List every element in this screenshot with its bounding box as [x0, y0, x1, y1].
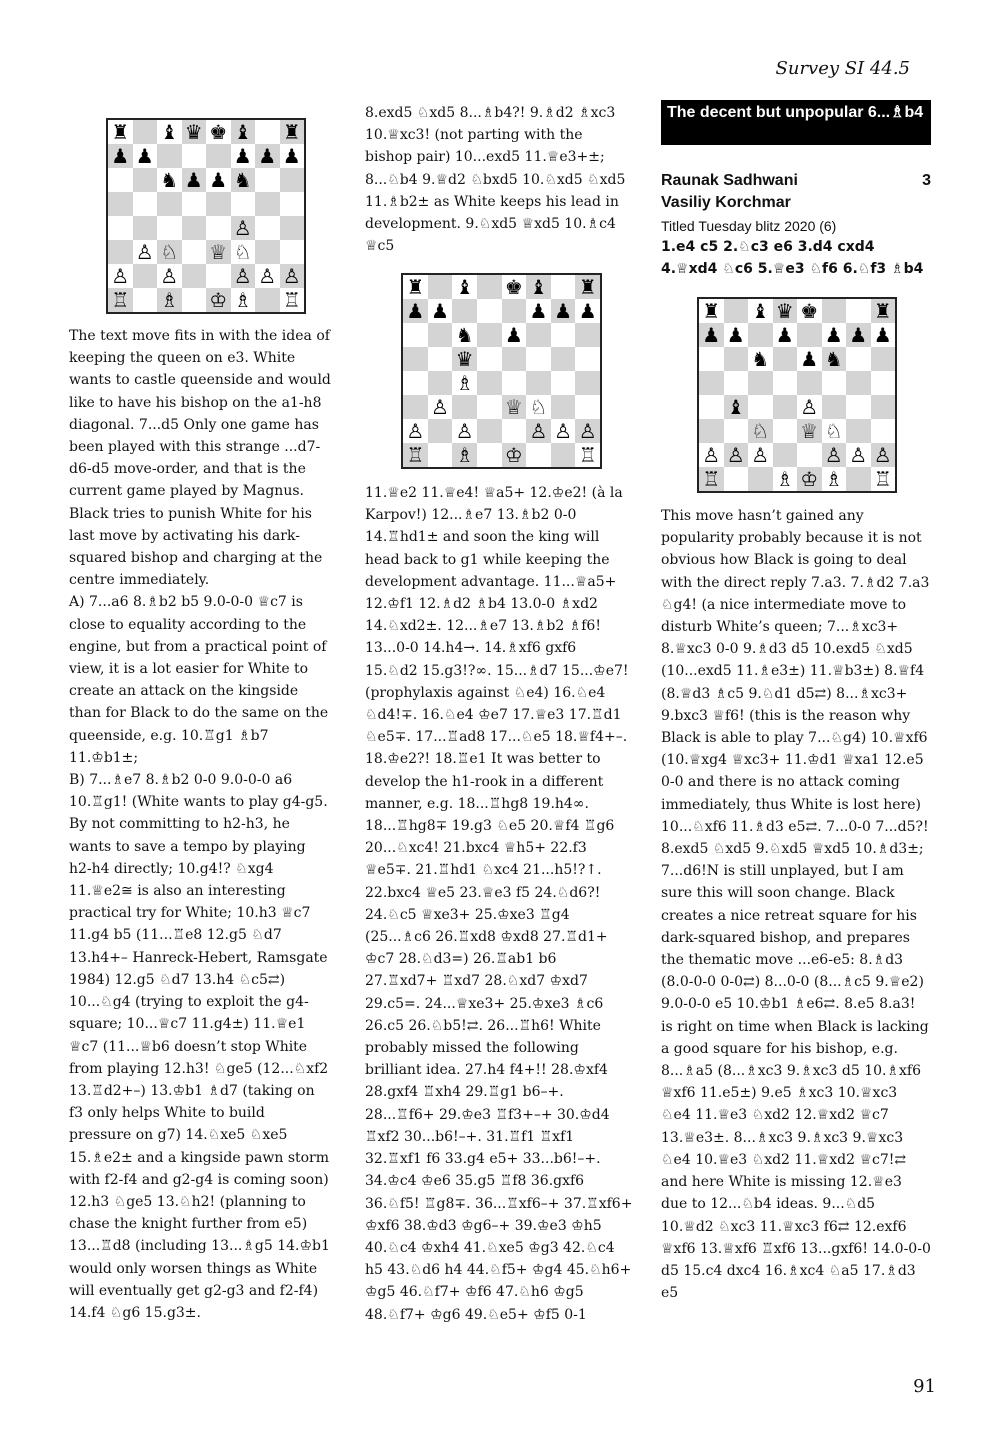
- board-square: [773, 371, 798, 395]
- board-square: [822, 395, 847, 419]
- board-square: ♟: [280, 144, 305, 168]
- board-square: ♚: [797, 299, 822, 323]
- board-square: ♟: [846, 323, 871, 347]
- board-square: ♟: [108, 144, 133, 168]
- board-square: [477, 395, 502, 419]
- board-square: ♝: [526, 275, 551, 299]
- board-square: [846, 371, 871, 395]
- board-square: [255, 240, 280, 264]
- board-square: [797, 371, 822, 395]
- board-square: [871, 371, 896, 395]
- board-square: ♙: [280, 264, 305, 288]
- board-square: [575, 347, 600, 371]
- board-square: ♞: [748, 347, 773, 371]
- board-square: [822, 299, 847, 323]
- running-header: Survey SI 44.5: [775, 58, 910, 79]
- board-square: ♟: [502, 323, 527, 347]
- board-square: [133, 288, 158, 312]
- board-square: [477, 347, 502, 371]
- board-square: [846, 395, 871, 419]
- board-square: [724, 419, 749, 443]
- board-square: [822, 371, 847, 395]
- column-2-text-2: 11.♕e2 11.♕e4! ♕a5+ 12.♔e2! (à la Karpov!) 12...♗e7 13.♗b2 0-0 14.♖hd1± and soon the king will head back to g1 while keeping the development advantage. 11...♕a5+ 12.♔f1 12.♗d2 ♗b4 13.0-0 ♗xd2 14.♘xd2±. 12...♗e7 13.♗b2 ♗f6! 13...0-0 14.h4→. 14.♗xf6 gxf6 15.♘d2 15.g3!?∞. 15...♗d7 15...♔e7! (prophylaxis against ♘e4) 16.♘e4 ♘d4!∓. 16.♘e4 ♔e7 17.♕e3 17.♖d1 ♘e5∓. 17...♖ad8 17...♘e5 18.♕f4+–. 18.♔e2?! 18.♖e1 It was better to develop the h1-rook in a different manner, e.g. 18...♖hg8 19.h4∞. 18...♖hg8∓ 19.g3 ♘e5 20.♕f4 ♖g6 20...♘xc4! 21.bxc4 ♕h5+ 22.f3 ♕e5∓. 21.♖hd1 ♘xc4 21...h5!?↑. 22.bxc4 ♕e5 23.♕e3 f5 24.♘d6?! 24.♘c5 ♕xe3+ 25.♔xe3 ♖g4 (25...♗c6 26.♖xd8 ♔xd8 27.♖d1+ ♔c7 28.♘d3=) 26.♖ab1 b6 27.♖xd7+ ♖xd7 28.♘xd7 ♔xd7 29.c5=. 24...♕xe3+ 25.♔xe3 ♗c6 26.c5 26.♘b5!⇄. 26...♖h6! White probably missed the following brilliant idea. 27.h4 f4+!! 28.♔xf4 28.gxf4 ♖xh4 29.♖g1 b6–+. 28...♖f6+ 29.♔e3 ♖f3+–+ 30.♔d4 ♖xf2 30...b6!–+. 31.♖f1 ♖xf1 32.♖xf1 f6 33.g4 e5+ 33...b6!–+. 34.♔c4 ♔e6 35.g5 ♖f8 36.gxf6 36.♘f5! ♖g8∓. 36...♖xf6–+ 37.♖xf6+ ♔xf6 38.♔d3 ♔g6–+ 39.♔e3 ♔h5 40.♘c4 ♔xh4 41.♘xe5 ♔g3 42.♘c4 h5 43.♘d6 h4 44.♘f5+ ♔g4 45.♘h6+ ♔g5 46.♘f7+ ♔f6 47.♘h6 ♔g5 48.♘f7+ ♔g6 49.♘e5+ ♔f5 0-1: [365, 485, 633, 1323]
- board-square: [280, 168, 305, 192]
- board-square: [403, 371, 428, 395]
- board-square: [255, 288, 280, 312]
- board-square: [724, 299, 749, 323]
- board-square: ♘: [231, 240, 256, 264]
- board-square: [133, 168, 158, 192]
- board-square: ♟: [699, 323, 724, 347]
- board-square: ♗: [822, 467, 847, 491]
- black-player: Vasiliy Korchmar: [661, 194, 791, 211]
- board-square: [280, 216, 305, 240]
- board-square: ♟: [871, 323, 896, 347]
- board-square: [797, 443, 822, 467]
- board-square: ♟: [773, 323, 798, 347]
- board-square: [748, 323, 773, 347]
- board-square: [551, 347, 576, 371]
- board-square: ♖: [108, 288, 133, 312]
- board-square: [182, 288, 207, 312]
- board-square: ♝: [452, 275, 477, 299]
- board-square: ♙: [157, 264, 182, 288]
- board-square: [255, 192, 280, 216]
- board-square: ♕: [502, 395, 527, 419]
- board-square: [403, 347, 428, 371]
- board-square: [157, 144, 182, 168]
- board-square: ♗: [157, 288, 182, 312]
- board-square: [773, 395, 798, 419]
- board-square: [502, 347, 527, 371]
- board-square: ♙: [797, 395, 822, 419]
- board-square: [206, 216, 231, 240]
- board-square: ♛: [452, 347, 477, 371]
- board-square: ♙: [403, 419, 428, 443]
- page-number: 91: [913, 1376, 936, 1397]
- board-square: [133, 264, 158, 288]
- board-square: ♖: [575, 443, 600, 467]
- board-square: ♜: [403, 275, 428, 299]
- board-square: ♙: [724, 443, 749, 467]
- board-square: [108, 240, 133, 264]
- board-square: [551, 323, 576, 347]
- board-square: [748, 467, 773, 491]
- board-square: [108, 192, 133, 216]
- chess-diagram-2: [401, 273, 602, 469]
- board-square: ♖: [699, 467, 724, 491]
- board-square: ♜: [280, 120, 305, 144]
- board-square: [551, 443, 576, 467]
- board-square: [206, 144, 231, 168]
- board-square: ♔: [797, 467, 822, 491]
- board-square: [403, 323, 428, 347]
- board-square: ♖: [871, 467, 896, 491]
- board-square: [477, 371, 502, 395]
- board-square: [846, 419, 871, 443]
- board-square: [871, 419, 896, 443]
- board-square: [428, 275, 453, 299]
- board-square: [255, 216, 280, 240]
- board-square: ♟: [822, 323, 847, 347]
- board-square: ♙: [452, 419, 477, 443]
- board-square: [846, 467, 871, 491]
- board-square: ♟: [255, 144, 280, 168]
- board-square: ♙: [575, 419, 600, 443]
- board-square: ♟: [575, 299, 600, 323]
- board-square: ♟: [231, 144, 256, 168]
- board-square: ♙: [748, 443, 773, 467]
- board-square: [724, 467, 749, 491]
- board-square: [502, 419, 527, 443]
- board-square: ♛: [773, 299, 798, 323]
- board-square: ♙: [255, 264, 280, 288]
- board-square: [773, 419, 798, 443]
- board-square: [108, 216, 133, 240]
- board-square: ♖: [403, 443, 428, 467]
- board-square: [206, 264, 231, 288]
- board-square: [280, 240, 305, 264]
- board-square: [699, 347, 724, 371]
- board-square: [255, 168, 280, 192]
- board-square: ♟: [526, 299, 551, 323]
- board-square: ♛: [182, 120, 207, 144]
- board-square: ♙: [428, 395, 453, 419]
- column-2-top: [365, 102, 633, 257]
- board-square: [182, 192, 207, 216]
- board-square: [182, 216, 207, 240]
- board-square: [477, 419, 502, 443]
- board-square: [182, 144, 207, 168]
- board-square: ♙: [846, 443, 871, 467]
- board-square: [871, 395, 896, 419]
- board-square: [748, 395, 773, 419]
- board-square: ♚: [502, 275, 527, 299]
- board-square: ♟: [133, 144, 158, 168]
- board-square: [428, 323, 453, 347]
- board-square: [575, 371, 600, 395]
- board-square: [280, 192, 305, 216]
- board-square: ♙: [231, 264, 256, 288]
- board-square: ♗: [452, 443, 477, 467]
- board-square: [108, 168, 133, 192]
- board-square: [255, 120, 280, 144]
- board-square: ♙: [526, 419, 551, 443]
- board-square: ♟: [797, 347, 822, 371]
- board-square: ♙: [822, 443, 847, 467]
- board-square: ♝: [157, 120, 182, 144]
- board-square: ♟: [206, 168, 231, 192]
- column-2-bottom: [365, 482, 633, 1326]
- column-2-text-1: 8.exd5 ♘xd5 8...♗b4?! 9.♗d2 ♗xc3 10.♕xc3! (not parting with the bishop pair) 10...exd5 11.♕e3+±; 8...♘b4 9.♕d2 ♘bxd5 10.♘xd5 ♘xd5 11.♗b2± as White keeps his lead in development. 9.♘xd5 ♕xd5 10.♗c4 ♕c5: [365, 105, 626, 255]
- board-square: ♜: [108, 120, 133, 144]
- board-square: ♙: [231, 216, 256, 240]
- board-square: [797, 323, 822, 347]
- board-square: [133, 120, 158, 144]
- board-square: ♘: [526, 395, 551, 419]
- board-square: [428, 347, 453, 371]
- board-square: ♘: [822, 419, 847, 443]
- board-square: ♖: [280, 288, 305, 312]
- board-square: [206, 192, 231, 216]
- board-square: [551, 371, 576, 395]
- board-square: [428, 419, 453, 443]
- board-square: ♘: [157, 240, 182, 264]
- board-square: [452, 395, 477, 419]
- board-square: ♟: [724, 323, 749, 347]
- board-square: [699, 395, 724, 419]
- column-1-text: The text move fits in with the idea of keeping the queen on e3. White wants to castle queenside and would like to have his bishop on the a1-h8 diagonal. 7...d5 Only one game has been played with this strange ...d7-d6-d5 move-order, and that is the current game played by Magnus. Black tries to punish White for his last move by activating his dark-squared bishop and charging at the centre immediately. A) 7...a6 8.♗b2 b5 9.0-0-0 ♕c7 is close to equality according to the engine, but from a practical point of view, it is a lot easier for White to create an attack on the kingside than for Black to do the same on the queenside, e.g. 10.♖g1 ♗b7 11.♔b1±; B) 7...♗e7 8.♗b2 0-0 9.0-0-0 a6 10.♖g1! (White wants to play g4-g5. By not committing to h2-h3, he wants to save a tempo by playing h2-h4 directly; 10.g4!? ♘xg4 11.♕e2≅ is also an interesting practical try for White; 10.h3 ♕c7 11.g4 b5 (11...♖e8 12.g5 ♘d7 13.h4+– Hanreck-Hebert, Ramsgate 1984) 12.g5 ♘d7 13.h4 ♘c5⇄) 10...♘g4 (trying to exploit the g4-square; 10...♕c7 11.g4±) 11.♕e1 ♕c7 (11...♕b6 doesn’t stop White from playing 12.h3! ♘ge5 (12...♘xf2 13.♖d2+–) 13.♔b1 ♗d7 (taking on f3 only helps White to build pressure on g7) 14.♘xe5 ♘xe5 15.♗e2± and a kingside pawn storm with f2-f4 and g2-g4 is coming soon) 12.h3 ♘ge5 13.♘h2! (planning to chase the knight further from e5) 13...♖d8 (including 13...♗g5 14.♔b1 would only worsen things as White will eventually get g2-g3 and f2-f4) 14.f4 ♘g6 15.g3±.: [69, 328, 331, 1321]
- white-player: Raunak Sadhwani: [661, 172, 798, 189]
- section-heading: The decent but unpopular 6...♗b4: [661, 100, 931, 145]
- board-square: ♕: [797, 419, 822, 443]
- board-square: [133, 216, 158, 240]
- board-square: [477, 323, 502, 347]
- board-square: [871, 347, 896, 371]
- board-square: [526, 371, 551, 395]
- board-square: ♙: [108, 264, 133, 288]
- board-square: [575, 323, 600, 347]
- board-square: [477, 275, 502, 299]
- board-square: [773, 443, 798, 467]
- board-square: ♜: [871, 299, 896, 323]
- board-square: ♝: [748, 299, 773, 323]
- game-number: 3: [922, 172, 931, 189]
- board-square: ♟: [182, 168, 207, 192]
- chess-diagram-1: [106, 118, 306, 314]
- board-square: ♕: [206, 240, 231, 264]
- board-square: [428, 371, 453, 395]
- board-square: ♞: [822, 347, 847, 371]
- board-square: ♔: [206, 288, 231, 312]
- chess-diagram-3: [697, 297, 897, 493]
- board-square: [428, 443, 453, 467]
- board-square: [748, 371, 773, 395]
- board-square: [502, 299, 527, 323]
- board-square: ♘: [748, 419, 773, 443]
- board-square: [526, 323, 551, 347]
- board-square: [724, 371, 749, 395]
- board-square: ♟: [428, 299, 453, 323]
- board-square: [157, 192, 182, 216]
- board-square: [846, 347, 871, 371]
- board-square: [157, 216, 182, 240]
- board-square: [724, 347, 749, 371]
- board-square: ♚: [206, 120, 231, 144]
- board-square: ♜: [575, 275, 600, 299]
- column-3-text: This move hasn’t gained any popularity probably because it is not obvious how Black is going to deal with the direct reply 7.a3. 7.♗d2 7.a3 ♘g4! (a nice intermediate move to disturb White’s queen; 7...♗xc3+ 8.♕xc3 0-0 9.♗d3 d5 10.exd5 ♘xd5 (10...exd5 11.♗e3±) 11.♕b3±) 8.♕f4 (8.♕d3 ♗c5 9.♘d1 d5⇄) 8...♗xc3+ 9.bxc3 ♕f6! (this is the reason why Black is able to play 7...♘g4) 10.♕xf6 (10.♕xg4 ♕xc3+ 11.♔d1 ♕xa1 12.e5 0-0 and there is no attack coming immediately, thus White is lost here) 10...♘xf6 11.♗d3 e5⇄. 7...0-0 7...d5?! 8.exd5 ♘xd5 9.♘xd5 ♕xd5 10.♗d3±; 7...d6!N is still unplayed, but I am sure this will soon change. Black creates a nice retreat square for his dark-squared bishop, and prepares the thematic move ...e6-e5: 8.♗d3 (8.0-0-0 0-0⇄) 8...0-0 (8...♗c5 9.♕e2) 9.0-0-0 e5 10.♔b1 ♗e6⇄. 8.e5 8.a3! is right on time when Black is lacking a good square for his bishop, e.g. 8...♗a5 (8...♗xc3 9.♗xc3 d5 10.♗xf6 ♕xf6 11.e5±) 9.e5 ♗xc3 10.♕xc3 ♘e4 11.♕e3 ♘xd2 12.♕xd2 ♕c7 13.♕e3±. 8...♗xc3 9.♗xc3 9.♕xc3 ♘e4 10.♕e3 ♘xd2 11.♕xd2 ♕c7!⇄ and here White is missing 12.♕e3 due to 12...♘b4 ideas. 9...♘d5 10.♕d2 ♘xc3 11.♕xc3 f6⇄ 12.exf6 ♕xf6 13.♕xf6 ♖xf6 13...gxf6! 14.0-0-0 d5 15.c4 dxc4 16.♗xc4 ♘a5 17.♗d3 e5: [661, 508, 931, 1302]
- board-square: [403, 395, 428, 419]
- board-square: [477, 443, 502, 467]
- board-square: [133, 192, 158, 216]
- board-square: ♜: [699, 299, 724, 323]
- board-square: ♞: [231, 168, 256, 192]
- board-square: ♙: [699, 443, 724, 467]
- board-square: [477, 299, 502, 323]
- column-1: [69, 325, 331, 1324]
- board-square: ♙: [871, 443, 896, 467]
- game-header: [661, 170, 931, 214]
- board-square: [551, 395, 576, 419]
- event-info: Titled Tuesday blitz 2020 (6): [661, 218, 837, 234]
- board-square: ♞: [157, 168, 182, 192]
- board-square: ♗: [452, 371, 477, 395]
- game-moves: 1.e4 c5 2.♘c3 e6 3.d4 cxd4 4.♕xd4 ♘c6 5.♕e3 ♘f6 6.♘f3 ♗b4: [661, 239, 924, 278]
- board-square: [846, 299, 871, 323]
- board-square: [231, 192, 256, 216]
- board-square: [502, 371, 527, 395]
- column-3: [661, 505, 931, 1304]
- board-square: [526, 347, 551, 371]
- board-square: ♝: [724, 395, 749, 419]
- board-square: ♙: [133, 240, 158, 264]
- game-moves-block: [661, 236, 931, 280]
- board-square: ♝: [231, 120, 256, 144]
- board-square: ♞: [452, 323, 477, 347]
- board-square: [699, 419, 724, 443]
- board-square: [526, 443, 551, 467]
- board-square: [182, 264, 207, 288]
- board-square: [575, 395, 600, 419]
- board-square: [551, 275, 576, 299]
- board-square: [699, 371, 724, 395]
- board-square: [452, 299, 477, 323]
- board-square: ♟: [551, 299, 576, 323]
- board-square: [773, 347, 798, 371]
- board-square: ♙: [551, 419, 576, 443]
- board-square: ♔: [502, 443, 527, 467]
- board-square: ♟: [403, 299, 428, 323]
- board-square: ♗: [773, 467, 798, 491]
- board-square: [182, 240, 207, 264]
- board-square: ♗: [231, 288, 256, 312]
